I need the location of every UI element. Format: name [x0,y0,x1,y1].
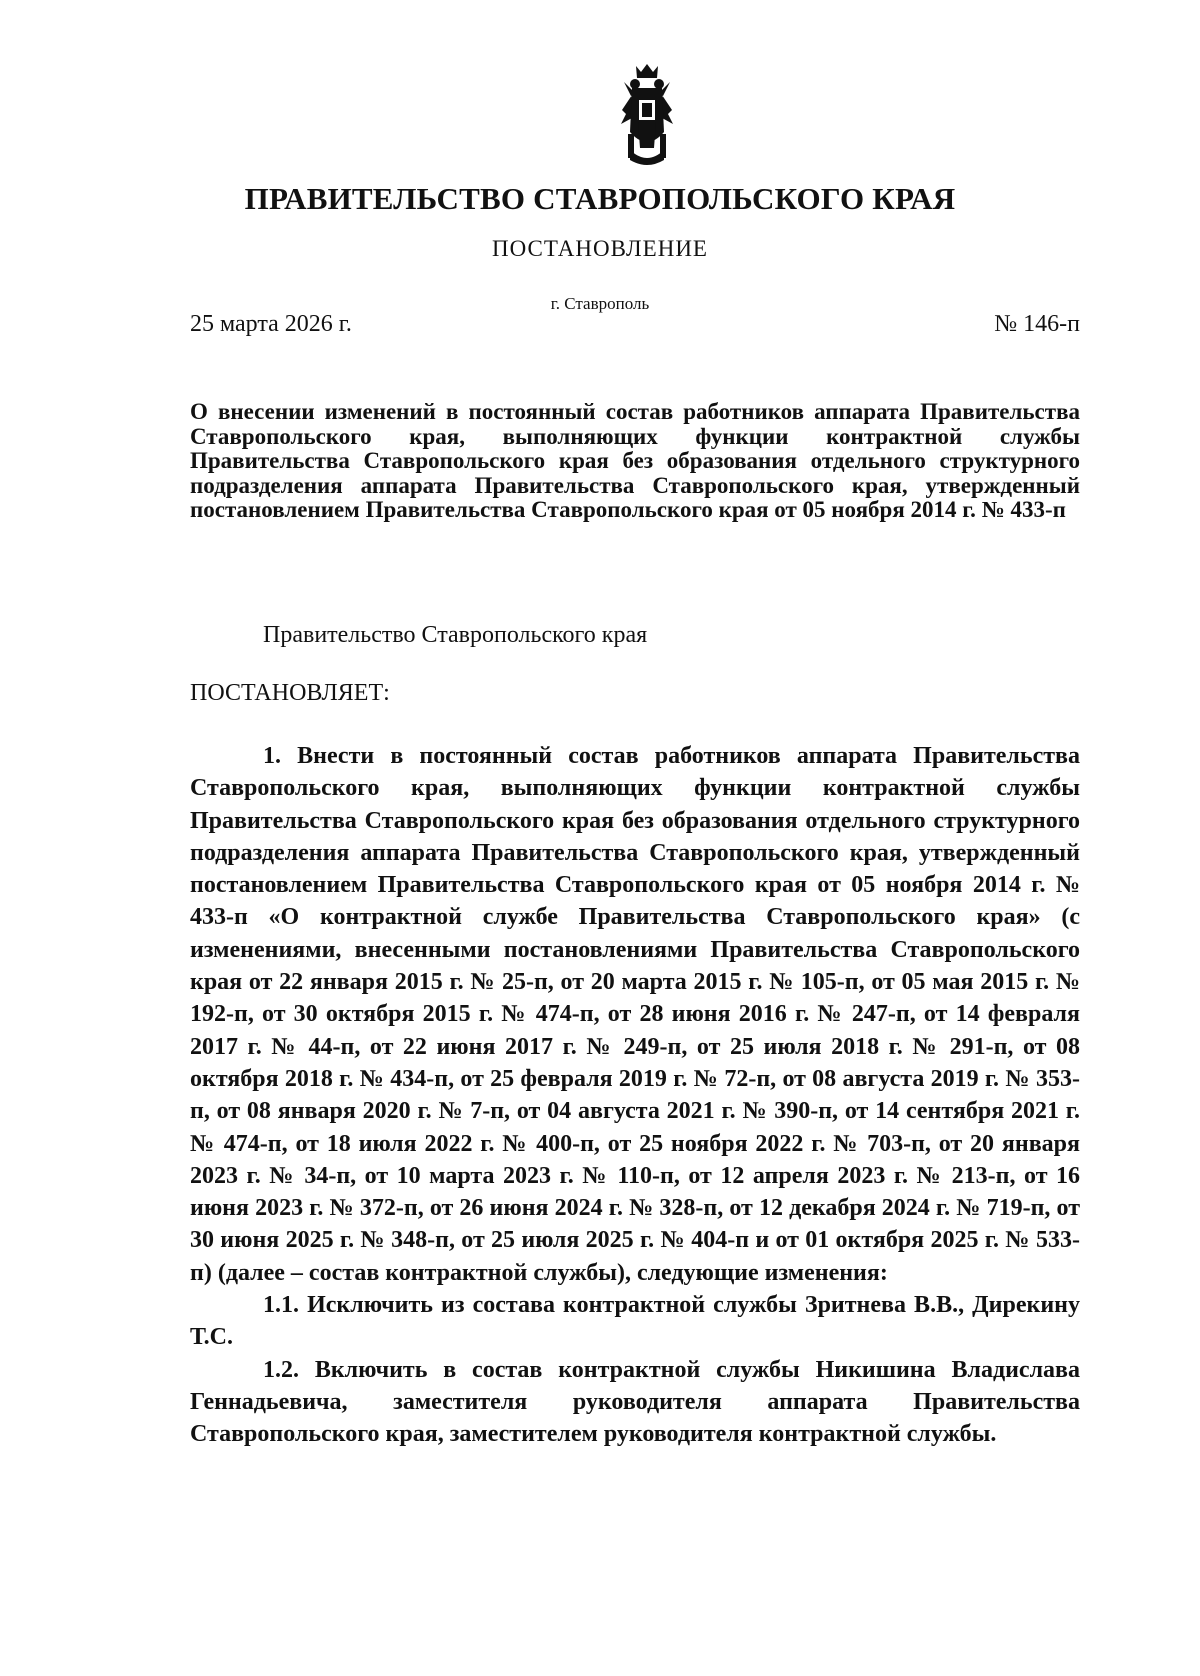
document-subject: О внесении изменений в постоянный состав работников аппарата Правительства Ставропольского края, выполняющих функции контрактной службы Правительства Ставропольского края без образования отдельного структурного подразделения аппарата Правительства Ставропольского края, утвержденный постановлением Правительства Ставропольского края от 05 ноября 2014 г. № 433-п [190,399,1080,522]
document-type: ПОСТАНОВЛЕНИЕ [492,236,708,261]
coat-of-arms-icon [620,62,674,166]
resolves-heading: ПОСТАНОВЛЯЕТ: [190,680,390,706]
preamble: Правительство Ставропольского края [263,622,648,648]
city: г. Ставрополь [550,294,650,313]
paragraph-1-2: 1.2. Включить в состав контрактной службы Никишина Владислава Геннадьевича, заместителя руководителя аппарата Правительства Ставропольского края, заместителем руководителя контрактной службы. [190,1356,1080,1448]
government-title: ПРАВИТЕЛЬСТВО СТАВРОПОЛЬСКОГО КРАЯ [244,181,956,216]
document-number: № 146-п [994,311,1080,337]
paragraph-1-1: 1.1. Исключить из состава контрактной службы Зритнева В.В., Дирекину Т.С. [190,1292,1080,1351]
paragraph-1: 1. Внести в постоянный состав работников аппарата Правительства Ставропольского края, выполняющих функции контрактной службы Правительства Ставропольского края без образования отдельного структурного подразделения аппарата Правительства Ставропольского края, утвержденный постановлением Правительства Ставропольского края от 05 ноября 2014 г. № 433-п «О контрактной службе Правительства Ставропольского края» (с изменениями, внесенными постановлениями Правительства Ставропольского края от 22 января 2015 г. № 25-п, от 20 марта 2015 г. № 105-п, от 05 мая 2015 г. № 192-п, от 30 октября 2015 г. № 474-п, от 28 июня 2016 г. № 247-п, от 14 февраля 2017 г. № 44-п, от 22 июня 2017 г. № 249-п, от 25 июля 2018 г. № 291-п, от 08 октября 2018 г. № 434-п, от 25 февраля 2019 г. № 72-п, от 08 августа 2019 г. № 353-п, от 08 января 2020 г. № 7-п, от 04 августа 2021 г. № 390-п, от 14 сентября 2021 г. № 474-п, от 18 июля 2022 г. № 400-п, от 25 ноября 2022 г. № 703-п, от 20 января 2023 г. № 34-п, от 10 марта 2023 г. № 110-п, от 12 апреля 2023 г. № 213-п, от 16 июня 2023 г. № 372-п, от 26 июня 2024 г. № 328-п, от 12 декабря 2024 г. № 719-п, от 30 июня 2025 г. № 348-п, от 25 июля 2025 г. № 404-п и от 01 октября 2025 г. № 533-п) (далее – состав контрактной службы), следующие изменения: [190,743,1080,1286]
document-date: 25 марта 2026 г. [190,311,352,337]
document-body [190,740,1080,1451]
